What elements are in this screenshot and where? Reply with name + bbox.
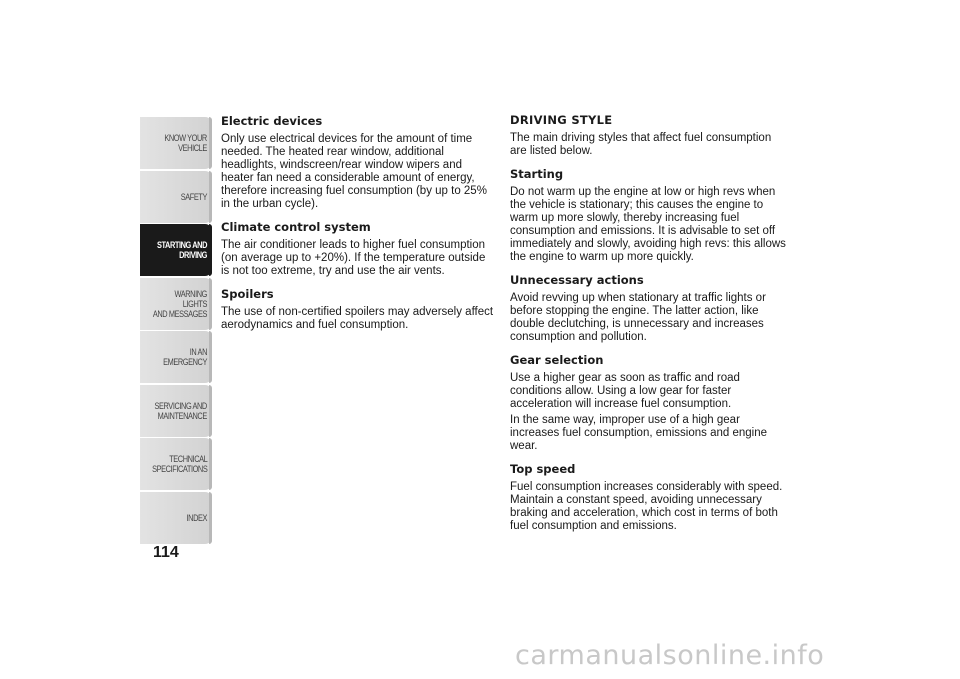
spoilers-text: The use of non-certified spoilers may adversely affect aerodynamics and fuel consumption.: [221, 306, 494, 331]
tab-label: KNOW YOUR VEHICLE: [164, 133, 207, 153]
starting-text: Do not warm up the engine at low or high revs when the vehicle is stationary; this causes the engine to warm up more slowly, thereby increasing fuel consumption and emissions. It is advisable to set off immediately and slowly, avoiding high revs: this allows the engine to warm up more quickly.: [510, 186, 786, 263]
tab-technical-specifications[interactable]: [140, 438, 212, 490]
electric-devices-heading: Electric devices: [221, 114, 323, 128]
tab-know-your-vehicle[interactable]: [140, 117, 212, 169]
left-column: [221, 114, 496, 341]
top-speed-heading: Top speed: [510, 462, 576, 476]
tab-in-an-emergency[interactable]: [140, 331, 212, 383]
watermark: carmanualsonline.info: [515, 640, 825, 671]
chapter-tabs: [140, 117, 212, 545]
driving-style-intro: The main driving styles that affect fuel consumption are listed below.: [510, 132, 772, 157]
driving-style-title: DRIVING STYLE: [510, 113, 613, 127]
starting-heading: Starting: [510, 167, 564, 181]
electric-devices-text: Only use electrical devices for the amount of time needed. The heated rear window, additional headlights, windscreen/rear window wipers and heater fan need a considerable amount of energy, therefore increasing fuel consumption (by up to 25% in the urban cycle).: [221, 133, 487, 210]
climate-control-heading: Climate control system: [221, 220, 371, 234]
tab-label: SERVICING AND MAINTENANCE: [154, 400, 207, 421]
tab-safety[interactable]: [140, 171, 212, 223]
page-number: 114: [153, 544, 179, 561]
right-column: [510, 114, 788, 542]
tab-warning-lights[interactable]: [140, 278, 212, 330]
climate-control-text: The air conditioner leads to higher fuel consumption (on average up to +20%). If the temperature outside is not too extreme, try and use the air vents.: [221, 239, 486, 277]
gear-selection-text-2: In the same way, improper use of a high gear increases fuel consumption, emissions and engine wear.: [510, 414, 767, 452]
unnecessary-actions-heading: Unnecessary actions: [510, 273, 644, 287]
tab-label: STARTING AND DRIVING: [156, 240, 207, 260]
tab-label: TECHNICAL SPECIFICATIONS: [151, 454, 207, 474]
tab-label: WARNING LIGHTS AND MESSAGES: [152, 288, 207, 319]
tab-label: SAFETY: [180, 191, 207, 202]
tab-index[interactable]: [140, 492, 212, 544]
spoilers-heading: Spoilers: [221, 287, 274, 301]
tab-servicing-and-maintenance[interactable]: [140, 385, 212, 437]
tab-label: INDEX: [186, 512, 207, 523]
tab-label: IN AN EMERGENCY: [163, 347, 207, 367]
tab-starting-and-driving[interactable]: [140, 224, 212, 276]
gear-selection-heading: Gear selection: [510, 353, 604, 367]
gear-selection-text: Use a higher gear as soon as traffic and road conditions allow. Using a low gear for faster acceleration will increase fuel consumption.: [510, 372, 740, 410]
unnecessary-actions-text: Avoid revving up when stationary at traffic lights or before stopping the engine. The latter action, like double declutching, is unnecessary and increases consumption and pollution.: [510, 292, 766, 343]
top-speed-text: Fuel consumption increases considerably with speed. Maintain a constant speed, avoiding unnecessary braking and acceleration, which cost in terms of both fuel consumption and emissions.: [510, 481, 783, 532]
